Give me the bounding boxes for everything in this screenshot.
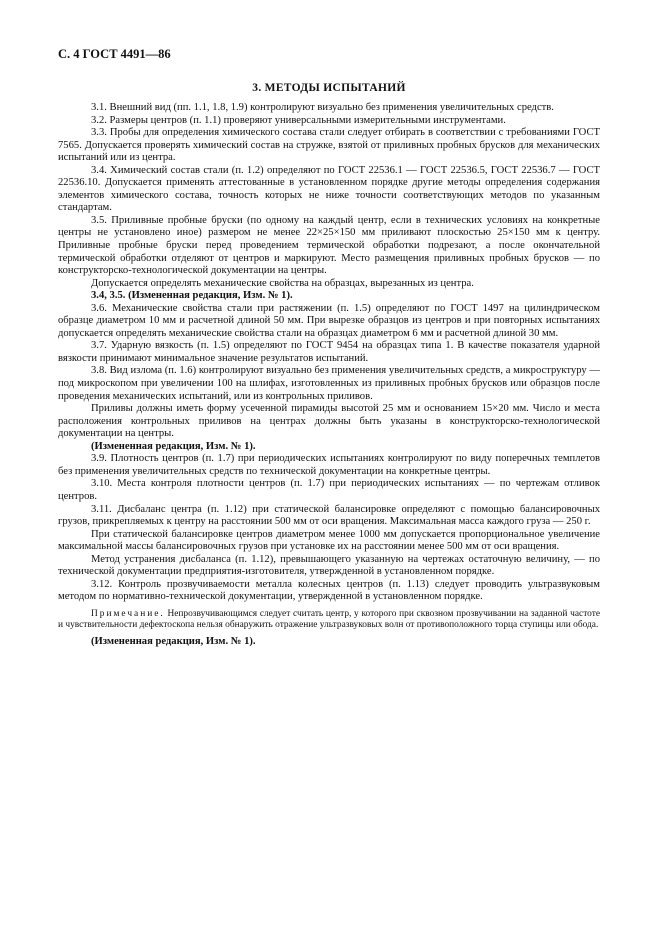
paragraph-3-6: 3.6. Механические свойства стали при растяжении (п. 1.5) определяют по ГОСТ 1497 на цилиндрическом образце диаметром 10 мм и расчетной длиной 50 мм. При вырезке образцов из центров и при повторных испытаниях допускается определять механические свойства стали на образцах диаметром 6 мм и расчетной длиной 30 мм. bbox=[58, 302, 600, 339]
paragraph-3-8: 3.8. Вид излома (п. 1.6) контролируют визуально без применения увеличительных средств, а микроструктуру — под микроскопом при увеличении 100 на шлифах, изготовленных из приливных пробных брусков или образцов после проведения механических испытаний, или из контрольных приливов. bbox=[58, 365, 600, 402]
paragraph-3-12: 3.12. Контроль прозвучиваемости металла колесных центров (п. 1.13) следует проводить ультразвуковым методом по нормативно-технической документации, утвержденной в установленном порядке. bbox=[58, 578, 600, 603]
paragraph-3-4: 3.4. Химический состав стали (п. 1.2) определяют по ГОСТ 22536.1 — ГОСТ 22536.5, ГОСТ 22536.7 — ГОСТ 22536.10. Допускается применять аттестованные в установленном порядке другие методы определения содержания элементов химического состава, точность которых не ниже точности соответствующих методов по указанным стандартам. bbox=[58, 164, 600, 214]
paragraph-3-5: 3.5. Приливные пробные бруски (по одному на каждый центр, если в технических условиях на конкретные центры не установлено иное) размером не менее 22×25×150 мм приливают плоскостью 25×150 мм к центру. Приливные пробные бруски перед проведением термической обработки подрезают, а после окончательной термической обработки отделяют от центров и маркируют. Место размещения приливных пробных брусков — по конструкторско-технологической документации на центры. bbox=[58, 214, 600, 277]
amendment-note-final: (Измененная редакция, Изм. № 1). bbox=[91, 636, 256, 648]
amendment-note-3-4-3-5: 3.4, 3.5. (Измененная редакция, Изм. № 1). bbox=[91, 290, 293, 302]
paragraph-3-10: 3.10. Места контроля плотности центров (п. 1.7) при периодических испытаниях — по чертежам отливок центров. bbox=[58, 478, 600, 502]
amendment-note-3-8: (Измененная редакция, Изм. № 1). bbox=[91, 440, 256, 452]
paragraph-3-8-addendum: Приливы должны иметь форму усеченной пирамиды высотой 25 мм и основанием 15×20 мм. Число и места расположения контрольных приливов на центрах должны быть указаны в конструкторско-технологической документации на центры. bbox=[58, 403, 600, 440]
footnote bbox=[58, 609, 600, 632]
paragraph-3-2: 3.2. Размеры центров (п. 1.1) проверяют универсальными измерительными инструментами. bbox=[91, 114, 506, 126]
footnote-label: Примечание. bbox=[91, 608, 165, 619]
section-title: 3. МЕТОДЫ ИСПЫТАНИЙ bbox=[252, 82, 406, 94]
paragraph-3-7: 3.7. Ударную вязкость (п. 1.5) определяют по ГОСТ 9454 на образцах типа 1. В качестве показателя ударной вязкости принимают минимальное значение результатов испытаний. bbox=[58, 340, 600, 364]
paragraph-3-11-addendum-1: При статической балансировке центров диаметром менее 1000 мм допускается пропорциональное увеличение максимальной массы балансировочных грузов при установке их на расстоянии менее 500 мм от оси вращения. bbox=[58, 528, 600, 553]
section-body bbox=[58, 102, 600, 649]
document-page bbox=[58, 46, 600, 649]
paragraph-3-1: 3.1. Внешний вид (пп. 1.1, 1.8, 1.9) контролируют визуально без применения увеличительных средств. bbox=[91, 102, 554, 113]
paragraph-3-9: 3.9. Плотность центров (п. 1.7) при периодических испытаниях контролируют по виду поперечных темплетов без применения увеличительных средств по технической документации на конкретные центры. bbox=[58, 453, 600, 477]
paragraph-3-3: 3.3. Пробы для определения химического состава стали следует отбирать в соответствии с требованиями ГОСТ 7565. Допускается проверять химический состав на стружке, взятой от приливных пробных брусков для механических испытаний или из центра. bbox=[58, 127, 600, 164]
page-header: С. 4 ГОСТ 4491—86 bbox=[58, 47, 171, 61]
footnote-text: Непрозвучивающимся следует считать центр, у которого при сквозном прозвучивании на заданной частоте и чувствительности дефектоскопа нельзя обнаружить отражение ультразвуковых волн от противоположного торца ступицы или обода. bbox=[58, 608, 600, 631]
paragraph-3-5-addendum: Допускается определять механические свойства на образцах, вырезанных из центра. bbox=[91, 277, 474, 289]
paragraph-3-11-addendum-2: Метод устранения дисбаланса (п. 1.12), превышающего указанную на чертежах остаточную величину, — по технической документации предприятия-изготовителя, утвержденной в установленном порядке. bbox=[58, 553, 600, 578]
paragraph-3-11: 3.11. Дисбаланс центра (п. 1.12) при статической балансировке определяют с помощью балансировочных грузов, прикрепляемых к центру на расстоянии 500 мм от оси вращения. Максимальная масса каждого груза — 250 г. bbox=[58, 503, 600, 528]
